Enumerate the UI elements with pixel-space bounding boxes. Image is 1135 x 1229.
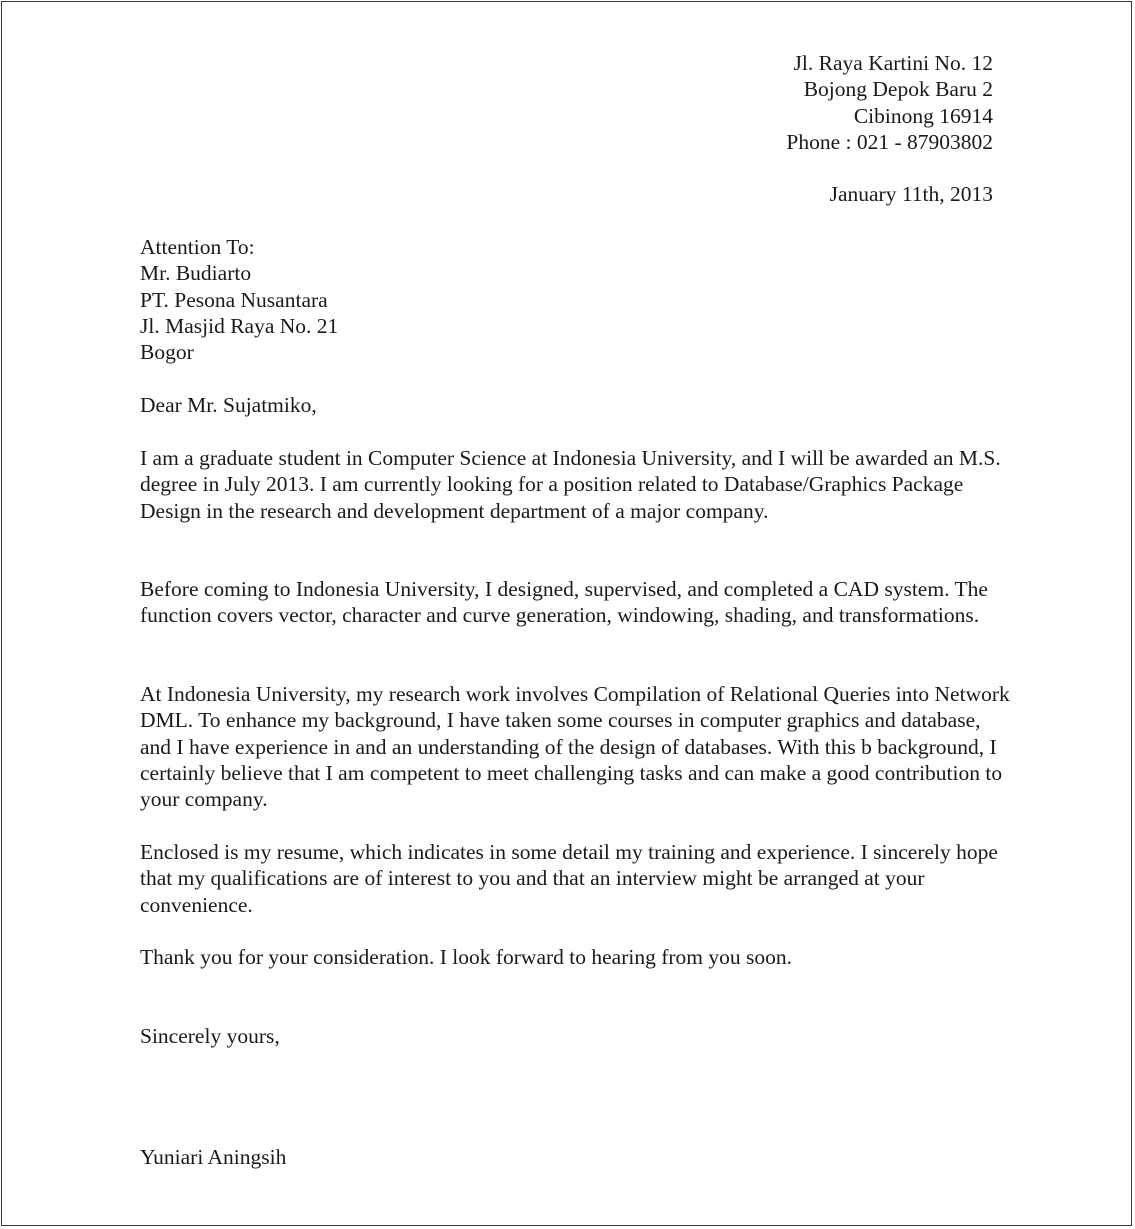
- recipient-name: Mr. Budiarto: [140, 261, 252, 286]
- body-paragraph-4: Enclosed is my resume, which indicates in some detail my training and experience. I sincerely hope that my qualifications are of interest to you and that an interview might be arranged at your convenience.: [140, 840, 998, 917]
- signature-name: Yuniari Aningsih: [140, 1145, 287, 1169]
- letter-date: January 11th, 2013: [829, 182, 993, 206]
- recipient-city: Bogor: [140, 340, 194, 365]
- body-paragraph-5: Thank you for your consideration. I look forward to hearing from you soon.: [140, 945, 793, 969]
- sender-address-line3: Cibinong 16914: [853, 103, 993, 128]
- body-paragraph-1: I am a graduate student in Computer Science at Indonesia University, and I will be awarded an M.S. degree in July 2013. I am currently looking for a position related to Database/Graphics Package Design in the research and development department of a major company.: [140, 446, 1001, 523]
- body-paragraph-2: Before coming to Indonesia University, I designed, supervised, and completed a CAD system. The function covers vector, character and curve generation, windowing, shading, and transformations.: [140, 577, 988, 628]
- letter-page: [1, 1, 1132, 1226]
- closing: Sincerely yours,: [140, 1024, 280, 1048]
- body-paragraph-3: At Indonesia University, my research work involves Compilation of Relational Queries into Network DML. To enhance my background, I have taken some courses in computer graphics and database, and I have experience in and an understanding of the design of databases. With this b background, I certainly believe that I am competent to meet challenging tasks and can make a good contribution to your company.: [140, 682, 1010, 812]
- sender-phone: Phone : 021 - 87903802: [786, 129, 993, 154]
- sender-address-line1: Jl. Raya Kartini No. 12: [793, 51, 993, 75]
- salutation: Dear Mr. Sujatmiko,: [140, 393, 317, 417]
- recipient-company: PT. Pesona Nusantara: [140, 287, 328, 312]
- sender-address: [786, 50, 993, 155]
- recipient-attention: Attention To:: [140, 235, 255, 259]
- recipient-street: Jl. Masjid Raya No. 21: [140, 313, 339, 338]
- recipient-block: [140, 234, 338, 365]
- sender-address-line2: Bojong Depok Baru 2: [803, 77, 993, 102]
